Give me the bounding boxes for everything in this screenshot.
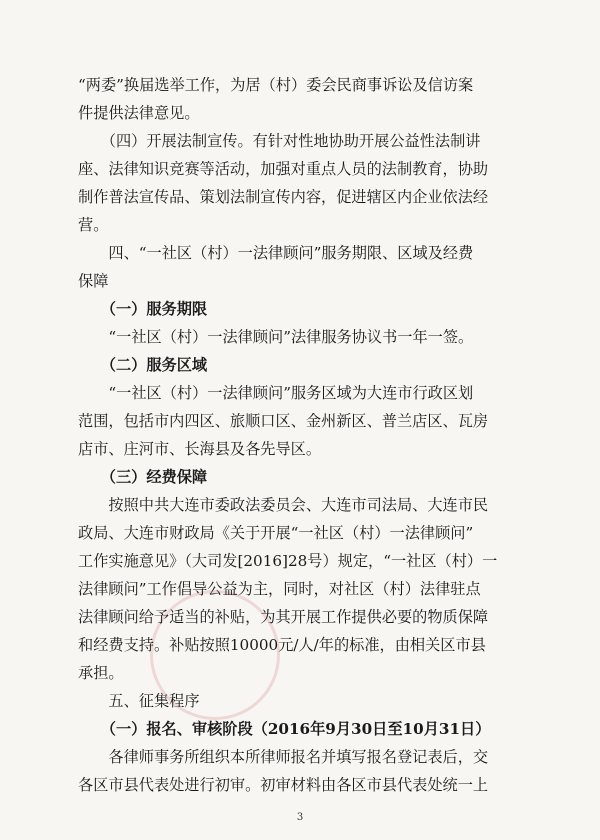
text-line: “一社区（村）一法律顾问”法律服务协议书一年一签。 bbox=[78, 328, 474, 346]
text-line: 和经费支持。补贴按照10000元/人/年的标准，由相关区市县 bbox=[78, 636, 486, 654]
text-line: （四）开展法制宣传。有针对性地协助开展公益性法制讲 bbox=[78, 132, 481, 150]
text-line: 政局、大连市财政局《关于开展“一社区（村）一法律顾问” bbox=[78, 524, 474, 542]
text-line: “一社区（村）一法律顾问”服务区域为大连市行政区划 bbox=[78, 384, 474, 402]
text-line: 各区市县代表处进行初审。初审材料由各区市县代表处统一上 bbox=[78, 776, 489, 794]
text-line: 范围，包括市内四区、旅顺口区、金州新区、普兰店区、瓦房 bbox=[78, 412, 489, 430]
text-line: 营。 bbox=[78, 216, 109, 234]
text-line: 座、法律知识竞赛等活动，加强对重点人员的法制教育，协助 bbox=[78, 160, 489, 178]
text-line: 按照中共大连市委政法委员会、大连市司法局、大连市民 bbox=[78, 496, 489, 514]
text-line: 法律顾问”工作倡导公益为主，同时，对社区（村）法律驻点 bbox=[78, 580, 481, 598]
section-heading: 保障 bbox=[78, 272, 109, 290]
subsection-heading: （二）服务区域 bbox=[78, 356, 208, 374]
text-line: “两委”换届选举工作，为居（村）委会民商事诉讼及信访案 bbox=[78, 76, 474, 94]
text-line: 承担。 bbox=[78, 664, 124, 682]
text-line: 制作普法宣传品、策划法制宣传内容，促进辖区内企业依法经 bbox=[78, 188, 489, 206]
text-line: 法律顾问给予适当的补贴，为其开展工作提供必要的物质保障 bbox=[78, 608, 489, 626]
subsection-heading: （一）服务期限 bbox=[78, 300, 208, 318]
text-line: 各律师事务所组织本所律师报名并填写报名登记表后，交 bbox=[78, 748, 489, 766]
text-line: 店市、庄河市、长海县及各先导区。 bbox=[78, 440, 321, 458]
text-line: 件提供法律意见。 bbox=[78, 104, 200, 122]
page-number: 3 bbox=[296, 812, 304, 823]
subsection-heading: （一）报名、审核阶段（2016年9月30日至10月31日） bbox=[78, 720, 491, 738]
text-line: 工作实施意见》（大司发[2016]28号）规定，“一社区（村）一 bbox=[78, 552, 498, 570]
section-heading: 四、“一社区（村）一法律顾问”服务期限、区域及经费 bbox=[78, 244, 474, 262]
subsection-heading: （三）经费保障 bbox=[78, 468, 208, 486]
section-heading: 五、征集程序 bbox=[78, 692, 200, 710]
